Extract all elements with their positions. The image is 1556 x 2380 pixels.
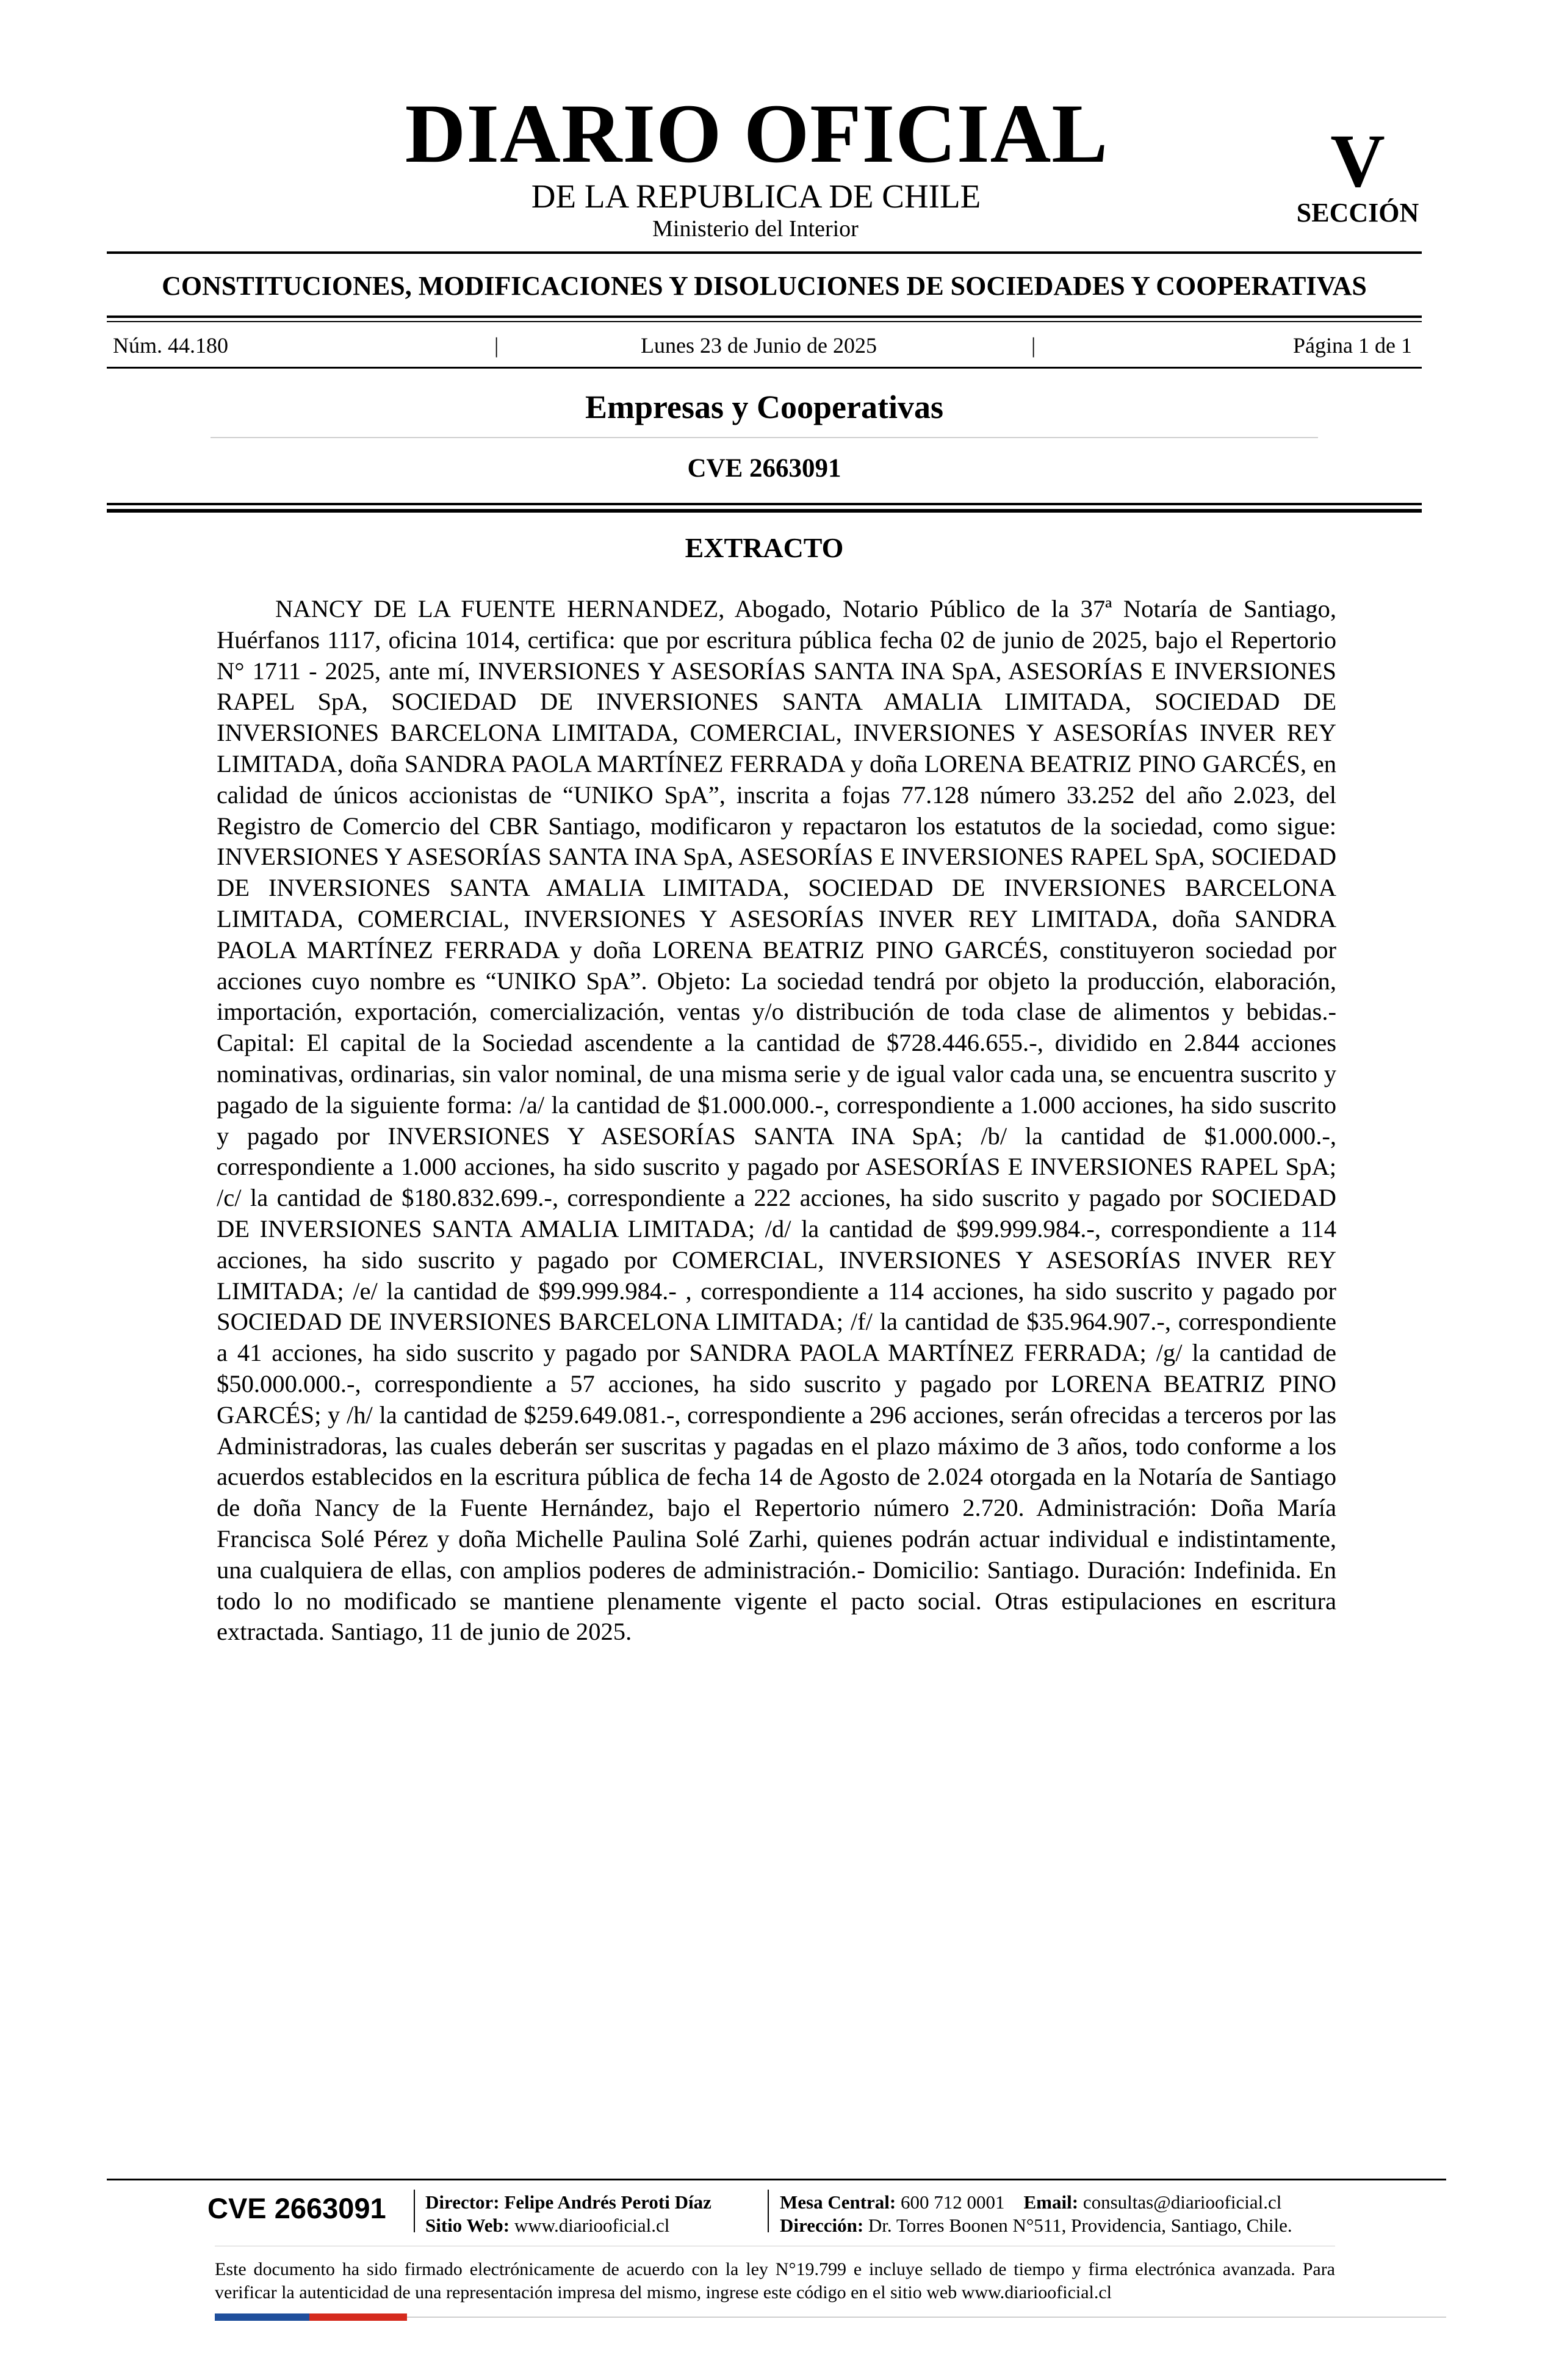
email-label: Email:: [1023, 2191, 1079, 2213]
address-text: Dr. Torres Boonen N°511, Providencia, Santiago, Chile.: [868, 2215, 1292, 2236]
header-rule-mid-2: [107, 321, 1422, 322]
document-heading: EXTRACTO: [685, 532, 844, 563]
flag-stripe-blue: [215, 2313, 309, 2321]
web-link[interactable]: www.diariooficial.cl: [514, 2215, 670, 2236]
section-banner: CONSTITUCIONES, MODIFICACIONES Y DISOLUCIONES DE SOCIEDADES Y COOPERATIVAS: [162, 271, 1367, 301]
masthead-title: DIARIO OFICIAL: [405, 87, 1109, 180]
document-rule-1: [107, 503, 1422, 505]
footer-divider: [768, 2190, 769, 2232]
masthead-subtitle: DE LA REPUBLICA DE CHILE: [531, 178, 981, 215]
director-label: Director:: [425, 2191, 500, 2213]
document-rule-2: [107, 509, 1422, 513]
category-divider: [211, 437, 1318, 438]
header-rule-top: [107, 251, 1422, 254]
footer-rule: [107, 2179, 1446, 2180]
section-letter: V: [1330, 119, 1385, 203]
meta-separator: |: [494, 333, 499, 358]
page-indicator: Página 1 de 1: [1293, 333, 1412, 358]
phone-number: 600 712 0001: [901, 2191, 1005, 2213]
masthead-ministry: Ministerio del Interior: [652, 216, 859, 242]
meta-separator: |: [1031, 333, 1036, 358]
section-label: SECCIÓN: [1296, 198, 1419, 228]
footer-cve-code: CVE 2663091: [207, 2192, 386, 2224]
issue-number: Núm. 44.180: [113, 333, 228, 358]
document-body: NANCY DE LA FUENTE HERNANDEZ, Abogado, Notario Público de la 37ª Notaría de Santiago, Huérfanos 1117, oficina 1014, certifica: que por escritura pública fecha 02 de junio de 2025, bajo el Repertorio N° 1711 - 2025, ante mí, INVERSIONES Y ASESORÍAS SANTA INA SpA, ASESORÍAS E INVERSIONES RAPEL SpA, SOCIEDAD DE INVERSIONES SANTA AMALIA LIMITADA, SOCIEDAD DE INVERSIONES BARCELONA LIMITADA, COMERCIAL, INVERSIONES Y ASESORÍAS INVER REY LIMITADA, doña SANDRA PAOLA MARTÍNEZ FERRADA y doña LORENA BEATRIZ PINO GARCÉS, en calidad de únicos accionistas de “UNIKO SpA”, inscrita a fojas 77.128 número 33.252 del año 2.023, del Registro de Comercio del CBR Santiago, modificaron y repactaron los estatutos de la sociedad, como sigue: INVERSIONES Y ASESORÍAS SANTA INA SpA, ASESORÍAS E INVERSIONES RAPEL SpA, SOCIEDAD DE INVERSIONES SANTA AMALIA LIMITADA, SOCIEDAD DE INVERSIONES BARCELONA LIMITADA, COMERCIAL, INVERSIONES Y ASESORÍAS INVER REY LIMITADA, doña SANDRA PAOLA MARTÍNEZ FERRADA y doña LORENA BEATRIZ PINO GARCÉS, constituyeron sociedad por acciones cuyo nombre es “UNIKO SpA”. Objeto: La sociedad tendrá por objeto la producción, elaboración, importación, exportación, comercialización, ventas y/o distribución de toda clase de alimentos y bebidas.- Capital: El capital de la Sociedad ascendente a la cantidad de $728.446.655.-, dividido en 2.844 acciones nominativas, ordinarias, sin valor nominal, de una misma serie y de igual valor cada una, se encuentra suscrito y pagado de la siguiente forma: /a/ la cantidad de $1.000.000.-, correspondiente a 1.000 acciones, ha sido suscrito y pagado por INVERSIONES Y ASESORÍAS SANTA INA SpA; /b/ la cantidad de $1.000.000.-, correspondiente a 1.000 acciones, ha sido suscrito y pagado por ASESORÍAS E INVERSIONES RAPEL SpA; /c/ la cantidad de $180.832.699.-, correspondiente a 222 acciones, ha sido suscrito y pagado por SOCIEDAD DE INVERSIONES SANTA AMALIA LIMITADA; /d/ la cantidad de $99.999.984.-, correspondiente a 114 acciones, ha sido suscrito y pagado por COMERCIAL, INVERSIONES Y ASESORÍAS INVER REY LIMITADA; /e/ la cantidad de $99.999.984.- , correspondiente a 114 acciones, ha sido suscrito y pagado por SOCIEDAD DE INVERSIONES BARCELONA LIMITADA; /f/ la cantidad de $35.964.907.-, correspondiente a 41 acciones, ha sido suscrito y pagado por SANDRA PAOLA MARTÍNEZ FERRADA; /g/ la cantidad de $50.000.000.-, correspondiente a 57 acciones, ha sido suscrito y pagado por LORENA BEATRIZ PINO GARCÉS; y /h/ la cantidad de $259.649.081.-, correspondiente a 296 acciones, serán ofrecidas a terceros por las Administradoras, las cuales deberán ser suscritas y pagadas en el plazo máximo de 3 años, todo conforme a los acuerdos establecidos en la escritura pública de fecha 14 de Agosto de 2.024 otorgada en la Notaría de Santiago de doña Nancy de la Fuente Hernández, bajo el Repertorio número 2.720. Administración: Doña María Francisca Solé Pérez y doña Michelle Paulina Solé Zarhi, quienes podrán actuar individual e indistintamente, una cualquiera de ellas, con amplios poderes de administración.- Domicilio: Santiago. Duración: Indefinida. En todo lo no modificado se mantiene plenamente vigente el pacto social. Otras estipulaciones en escritura extractada. Santiago, 11 de junio de 2025.: [217, 595, 1336, 1646]
director-name: Felipe Andrés Peroti Díaz: [504, 2191, 711, 2213]
footer-divider: [414, 2190, 415, 2232]
email-link[interactable]: consultas@diariooficial.cl: [1082, 2191, 1282, 2213]
footer-director-block: [425, 2191, 711, 2237]
issue-date: Lunes 23 de Junio de 2025: [641, 333, 877, 358]
header-rule-mid-1: [107, 316, 1422, 318]
meta-rule-bottom: [107, 367, 1422, 369]
footer-contact-block: [780, 2191, 1292, 2237]
flag-stripe-red: [309, 2313, 407, 2321]
cve-code: CVE 2663091: [687, 454, 841, 483]
footer-legal-notice: Este documento ha sido firmado electrónicamente de acuerdo con la ley N°19.799 e incluye sellado de tiempo y firma electrónica avanzada. Para verificar la autenticidad de una representación impresa del mismo, ingrese este código en el sitio web www.diariooficial.cl: [215, 2259, 1335, 2302]
category-title: Empresas y Cooperativas: [585, 389, 943, 425]
phone-label: Mesa Central:: [780, 2191, 896, 2213]
address-label: Dirección:: [780, 2215, 864, 2236]
flag-stripe-rule: [407, 2317, 1446, 2318]
web-label: Sitio Web:: [425, 2215, 510, 2236]
